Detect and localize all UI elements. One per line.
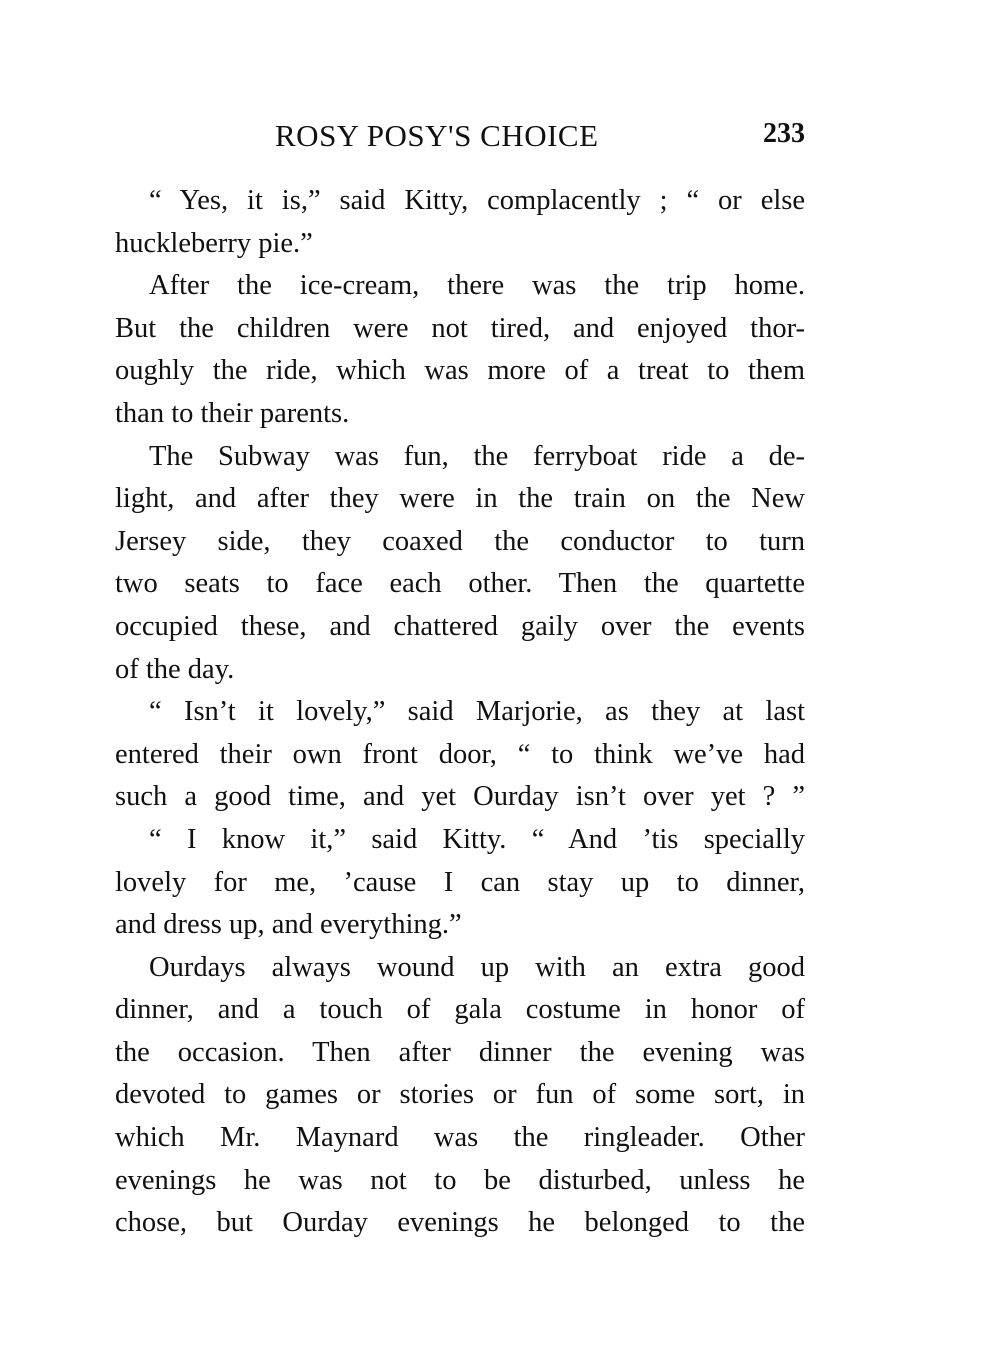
text-line: two seats to face each other. Then the quartette — [115, 568, 805, 600]
text-line: and dress up, and everything.” — [115, 909, 462, 941]
text-line: light, and after they were in the train on the New — [115, 483, 805, 515]
text-line: than to their parents. — [115, 397, 350, 429]
page-number: 233 — [763, 118, 805, 149]
page-header — [115, 118, 805, 162]
text-line: evenings he was not to be disturbed, unless he — [115, 1164, 805, 1196]
text-line: chose, but Ourday evenings he belonged to the — [115, 1207, 805, 1239]
text-line: “ Isn’t it lovely,” said Marjorie, as they at last — [149, 696, 805, 728]
text-line: which Mr. Maynard was the ringleader. Other — [115, 1122, 805, 1154]
text-line: Ourdays always wound up with an extra good — [149, 951, 805, 983]
text-line: dinner, and a touch of gala costume in honor of — [115, 994, 805, 1026]
text-line: The Subway was fun, the ferryboat ride a de- — [149, 440, 805, 472]
text-line: “ I know it,” said Kitty. “ And ’tis specially — [149, 823, 805, 855]
text-line: devoted to games or stories or fun of some sort, in — [115, 1079, 805, 1111]
text-line: entered their own front door, “ to think we’ve had — [115, 738, 805, 770]
text-line: of the day. — [115, 653, 235, 685]
text-line: such a good time, and yet Ourday isn’t over yet ? ” — [115, 781, 805, 813]
text-line: occupied these, and chattered gaily over the events — [115, 610, 805, 642]
text-line: oughly the ride, which was more of a treat to them — [115, 355, 805, 387]
text-line: huckleberry pie.” — [115, 227, 313, 259]
running-title: ROSY POSY'S CHOICE — [275, 118, 599, 153]
text-line: But the children were not tired, and enjoyed thor- — [115, 312, 805, 344]
text-line: Jersey side, they coaxed the conductor to turn — [115, 525, 805, 557]
body-text — [115, 180, 805, 1245]
text-line: After the ice-cream, there was the trip home. — [149, 270, 805, 302]
text-line: the occasion. Then after dinner the evening was — [115, 1036, 805, 1068]
text-line: lovely for me, ’cause I can stay up to dinner, — [115, 866, 805, 898]
text-line: “ Yes, it is,” said Kitty, complacently ; “ or else — [149, 185, 805, 216]
